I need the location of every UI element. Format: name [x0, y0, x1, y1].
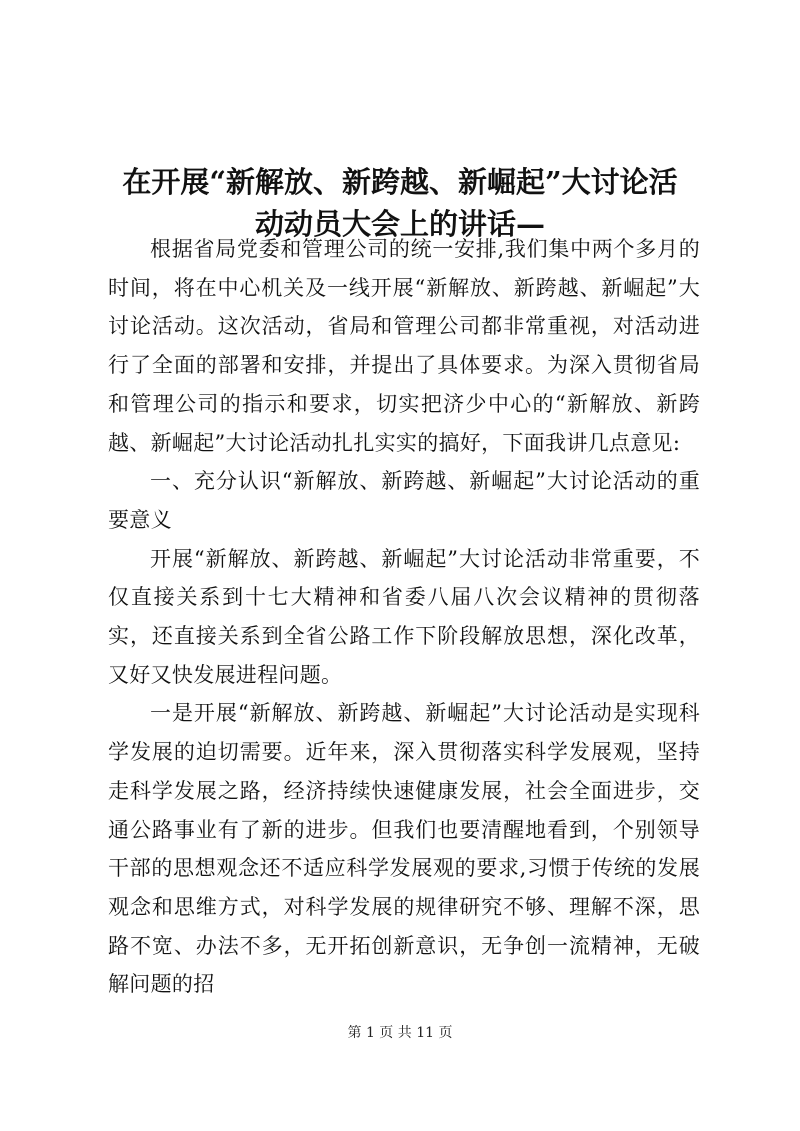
paragraph-importance: 开展“新解放、新跨越、新崛起”大讨论活动非常重要，不仅直接关系到十七大精神和省委八届八次会议精神的贯彻落实，还直接关系到全省公路工作下阶段解放思想，深化改革，又好又快发展进程问题。	[108, 546, 700, 687]
section-heading-1: 一、充分认识“新解放、新跨越、新崛起”大讨论活动的重要意义	[108, 469, 700, 532]
page-number-footer: 第 1 页 共 11 页	[347, 1025, 453, 1041]
paragraph-point-1: 一是开展“新解放、新跨越、新崛起”大讨论活动是实现科学发展的迫切需要。近年来，深入贯彻落实科学发展观，坚持走科学发展之路，经济持续快速健康发展，社会全面进步，交通公路事业有了新的进步。但我们也要清醒地看到，个别领导干部的思想观念还不适应科学发展观的要求,习惯于传统的发展观念和思维方式，对科学发展的规律研究不够、理解不深，思路不宽、办法不多，无开拓创新意识，无争创一流精神，无破解问题的招	[108, 701, 700, 997]
document-body	[108, 230, 700, 1004]
title-line-2: 动动员大会上的讲话—	[254, 207, 545, 242]
title-line-1: 在开展“新解放、新跨越、新崛起”大讨论活	[122, 165, 678, 200]
paragraph-intro: 根据省局党委和管理公司的统一安排,我们集中两个多月的时间，将在中心机关及一线开展“新解放、新跨越、新崛起”大讨论活动。这次活动，省局和管理公司都非常重视，对活动进行了全面的部署和安排，并提出了具体要求。为深入贯彻省局和管理公司的指示和要求，切实把济少中心的“新解放、新跨越、新崛起”大讨论活动扎扎实实的搞好，下面我讲几点意见:	[108, 237, 700, 455]
